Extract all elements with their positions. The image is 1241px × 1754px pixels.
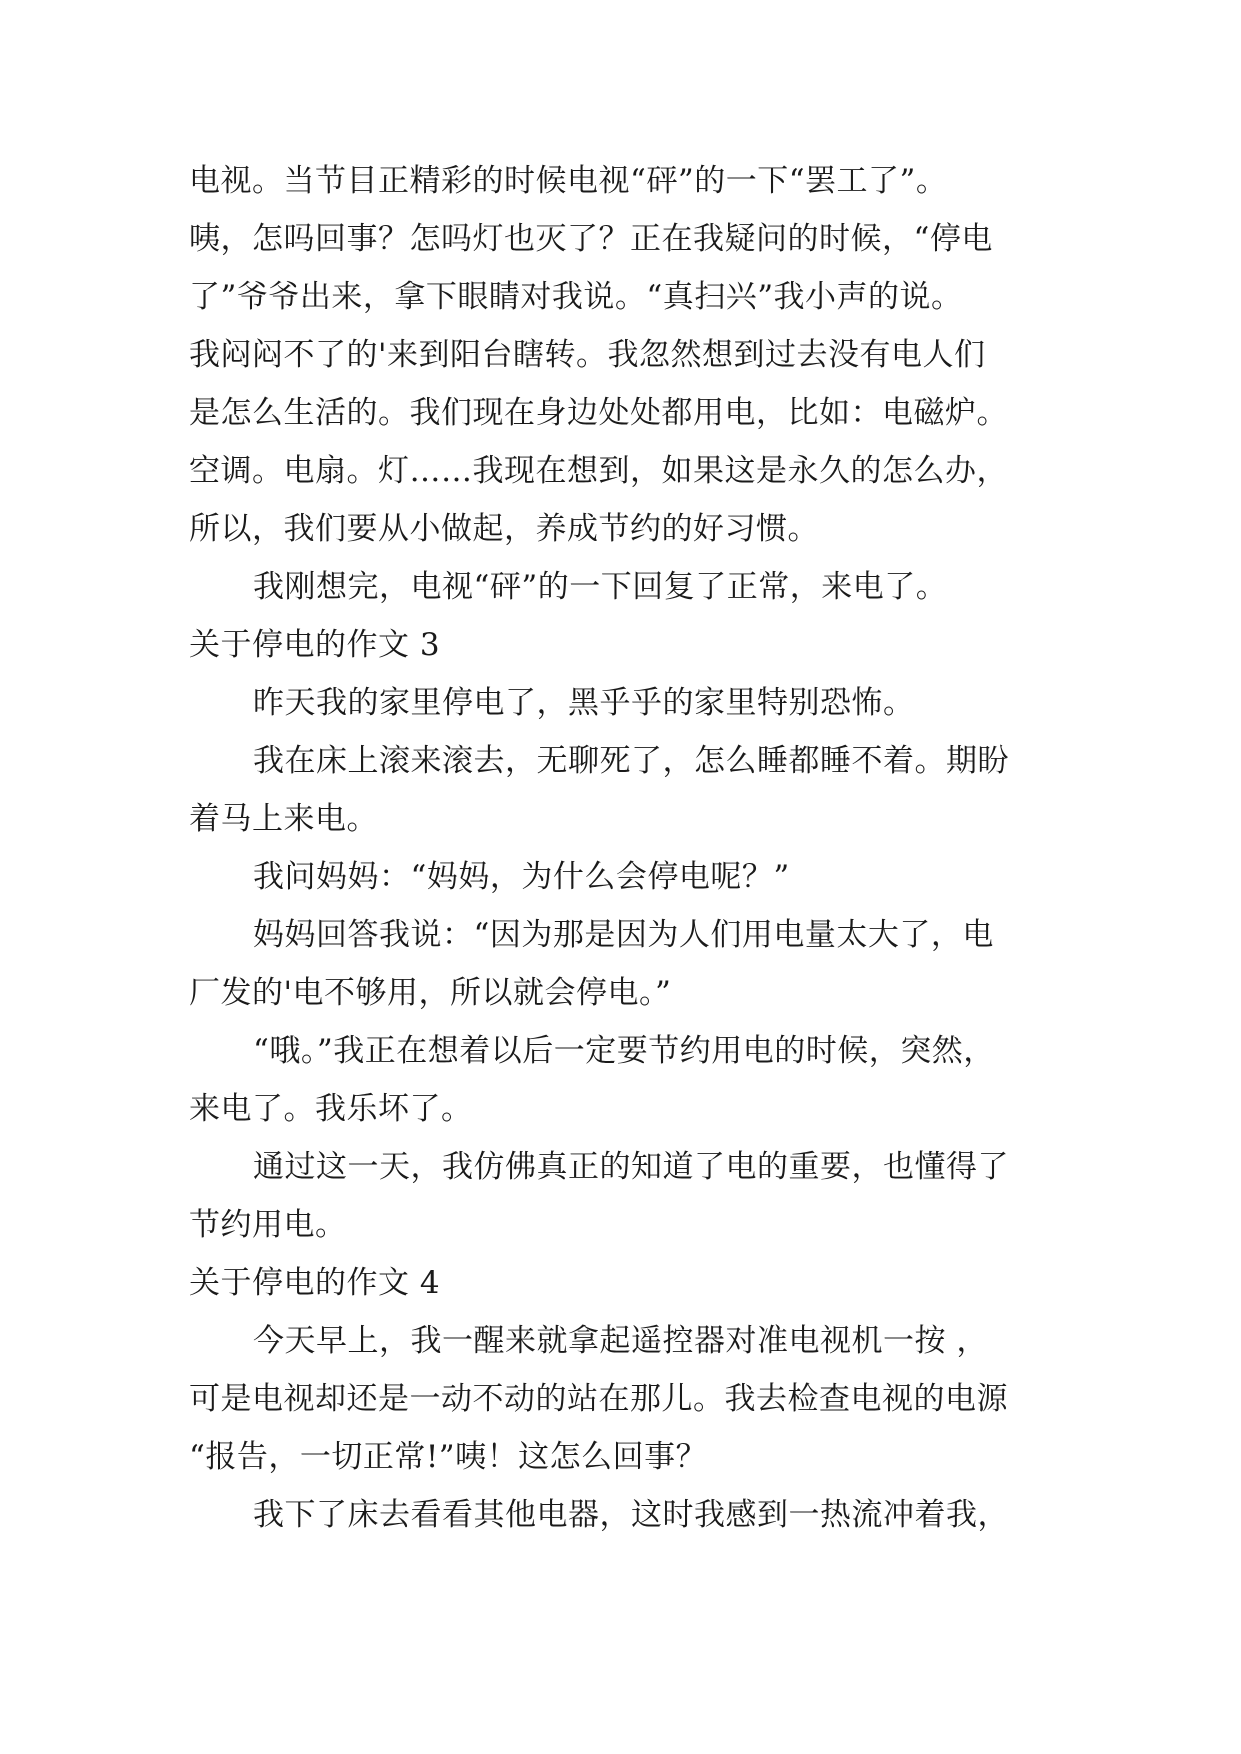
text-line: 着马上来电。 xyxy=(189,801,378,837)
paragraph-start-line: “哦。”我正在想着以后一定要节约用电的时候，突然， xyxy=(253,1033,995,1069)
text-line: 空调。电扇。灯……我现在想到，如果这是永久的怎么办， xyxy=(189,453,1008,489)
text-line: 来电了。我乐坏了。 xyxy=(189,1091,473,1127)
document-body xyxy=(189,152,1069,1544)
text-line: 电视。当节目正精彩的时候电视“砰”的一下“罢工了”。 xyxy=(189,163,948,199)
text-line: 是怎么生活的。我们现在身边处处都用电，比如：电磁炉。 xyxy=(189,395,1008,431)
text-line: 咦，怎吗回事？怎吗灯也灭了？正在我疑问的时候，“停电 xyxy=(189,221,993,257)
text-line: 我闷闷不了的'来到阳台瞎转。我忽然想到过去没有电人们 xyxy=(189,337,986,373)
section-heading: 关于停电的作文 3 xyxy=(189,627,441,663)
text-line: “报告，一切正常!”咦！这怎么回事？ xyxy=(189,1439,708,1475)
paragraph-start-line: 今天早上，我一醒来就拿起遥控器对准电视机一按 ， xyxy=(253,1323,988,1359)
paragraph-start-line: 通过这一天，我仿佛真正的知道了电的重要，也懂得了 xyxy=(253,1149,1009,1185)
section-heading: 关于停电的作文 4 xyxy=(189,1265,441,1301)
paragraph-start-line: 我刚想完，电视“砰”的一下回复了正常，来电了。 xyxy=(253,569,948,605)
paragraph-start-line: 我下了床去看看其他电器，这时我感到一热流冲着我， xyxy=(253,1497,1009,1533)
text-line: 节约用电。 xyxy=(189,1207,347,1243)
text-line: 可是电视却还是一动不动的站在那儿。我去检查电视的电源 xyxy=(189,1381,1008,1417)
text-line: 厂发的'电不够用，所以就会停电。” xyxy=(189,975,672,1011)
text-line: 所以，我们要从小做起，养成节约的好习惯。 xyxy=(189,511,819,547)
paragraph-start-line: 妈妈回答我说：“因为那是因为人们用电量太大了，电 xyxy=(253,917,994,953)
paragraph-start-line: 我问妈妈：“妈妈，为什么会停电呢？” xyxy=(253,859,790,895)
paragraph-start-line: 昨天我的家里停电了，黑乎乎的家里特别恐怖。 xyxy=(253,685,915,721)
text-line: 了”爷爷出来，拿下眼睛对我说。“真扫兴”我小声的说。 xyxy=(189,279,963,315)
paragraph-start-line: 我在床上滚来滚去，无聊死了，怎么睡都睡不着。期盼 xyxy=(253,743,1009,779)
